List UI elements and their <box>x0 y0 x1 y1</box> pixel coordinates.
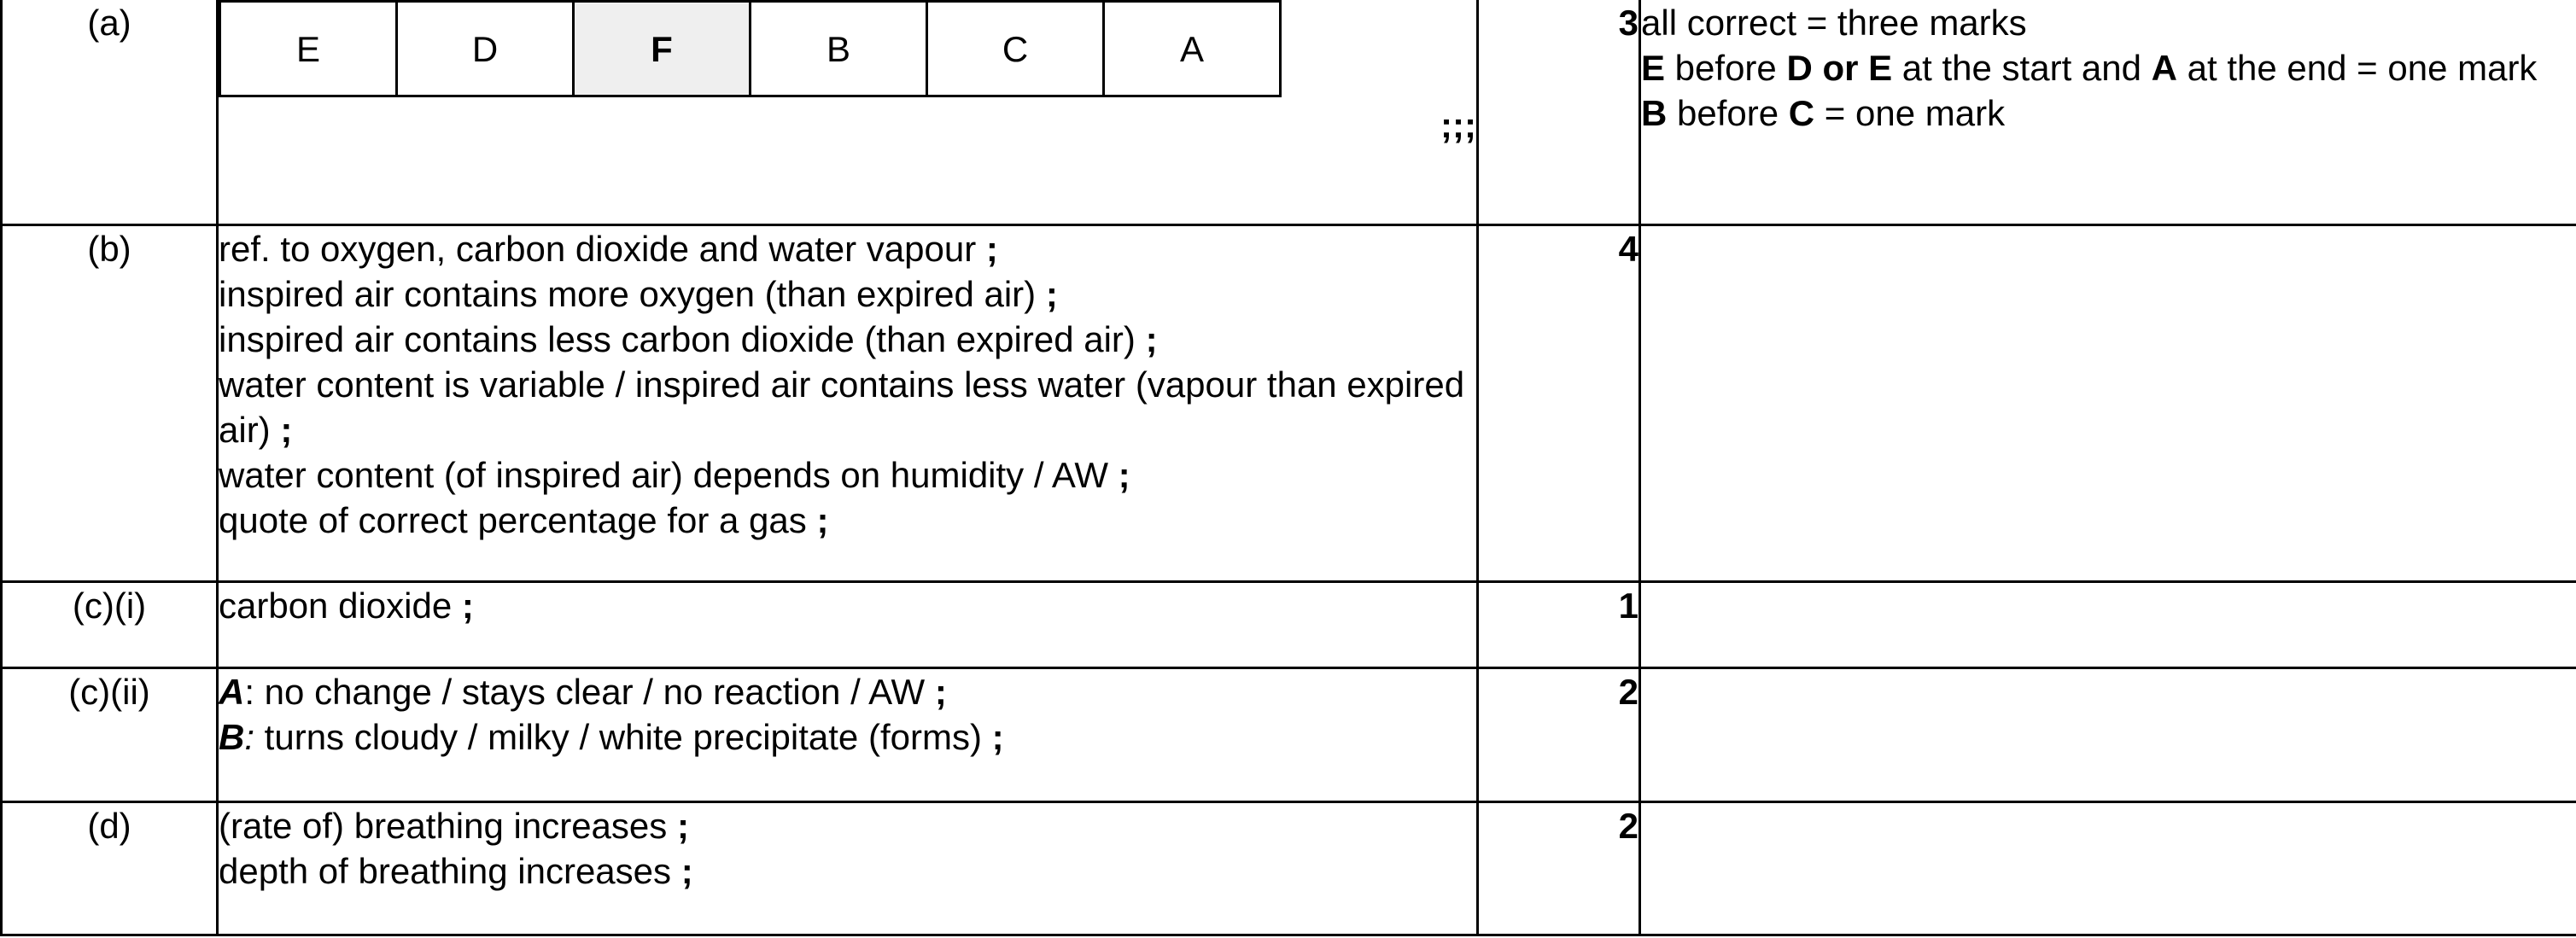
marks: 3 <box>1478 0 1640 224</box>
mark-points: ;;; <box>1440 105 1476 145</box>
answer-cell <box>218 0 1478 224</box>
question-number: (c)(i) <box>2 581 218 667</box>
guidance-cell <box>1640 224 2576 581</box>
answer-line: quote of correct percentage for a gas ; <box>219 499 829 540</box>
guidance-line: E before D or E at the start and A at the end = one mark <box>1641 48 2538 88</box>
row-c-ii <box>2 667 2576 801</box>
guidance-cell <box>1640 801 2576 935</box>
row-c-i <box>2 581 2576 667</box>
guidance-line: B before C = one mark <box>1641 93 2006 133</box>
sequence-box-given: F <box>572 0 751 97</box>
question-number: (b) <box>2 224 218 581</box>
answer-cell <box>218 667 1478 801</box>
sequence-box: D <box>395 0 575 97</box>
answer-line: water content is variable / inspired air contains less water (vapour than expired air) ; <box>219 364 1465 450</box>
row-d <box>2 801 2576 935</box>
guidance-cell <box>1640 581 2576 667</box>
marks: 2 <box>1478 801 1640 935</box>
guidance-line: all correct = three marks <box>1641 3 2027 43</box>
sequence-box: A <box>1102 0 1282 97</box>
answer-line: ref. to oxygen, carbon dioxide and water vapour ; <box>219 228 998 269</box>
answer-line: inspired air contains more oxygen (than expired air) ; <box>219 273 1058 314</box>
answer-cell <box>218 224 1478 581</box>
answer-line: A: no change / stays clear / no reaction / AW ; <box>219 671 947 712</box>
guidance-cell <box>1640 667 2576 801</box>
answer-line: (rate of) breathing increases ; <box>219 805 689 846</box>
answer-line: B: turns cloudy / milky / white precipitate (forms) ; <box>219 716 1004 757</box>
sequence-boxes <box>219 0 1282 97</box>
row-b <box>2 224 2576 581</box>
question-number: (a) <box>2 0 218 224</box>
sequence-box: C <box>926 0 1105 97</box>
guidance-cell <box>1640 0 2576 224</box>
question-number: (d) <box>2 801 218 935</box>
answer-line: inspired air contains less carbon dioxide (than expired air) ; <box>219 318 1158 359</box>
row-a <box>2 0 2576 224</box>
marks: 2 <box>1478 667 1640 801</box>
marks: 1 <box>1478 581 1640 667</box>
question-number: (c)(ii) <box>2 667 218 801</box>
answer-cell <box>218 581 1478 667</box>
sequence-box: B <box>749 0 928 97</box>
answer-line: water content (of inspired air) depends on humidity / AW ; <box>219 454 1130 495</box>
sequence-box: E <box>219 0 398 97</box>
sequence-answer <box>219 0 1476 196</box>
answer-cell <box>218 801 1478 935</box>
marks: 4 <box>1478 224 1640 581</box>
answer-line: carbon dioxide ; <box>219 585 474 626</box>
answer-line: depth of breathing increases ; <box>219 850 693 891</box>
